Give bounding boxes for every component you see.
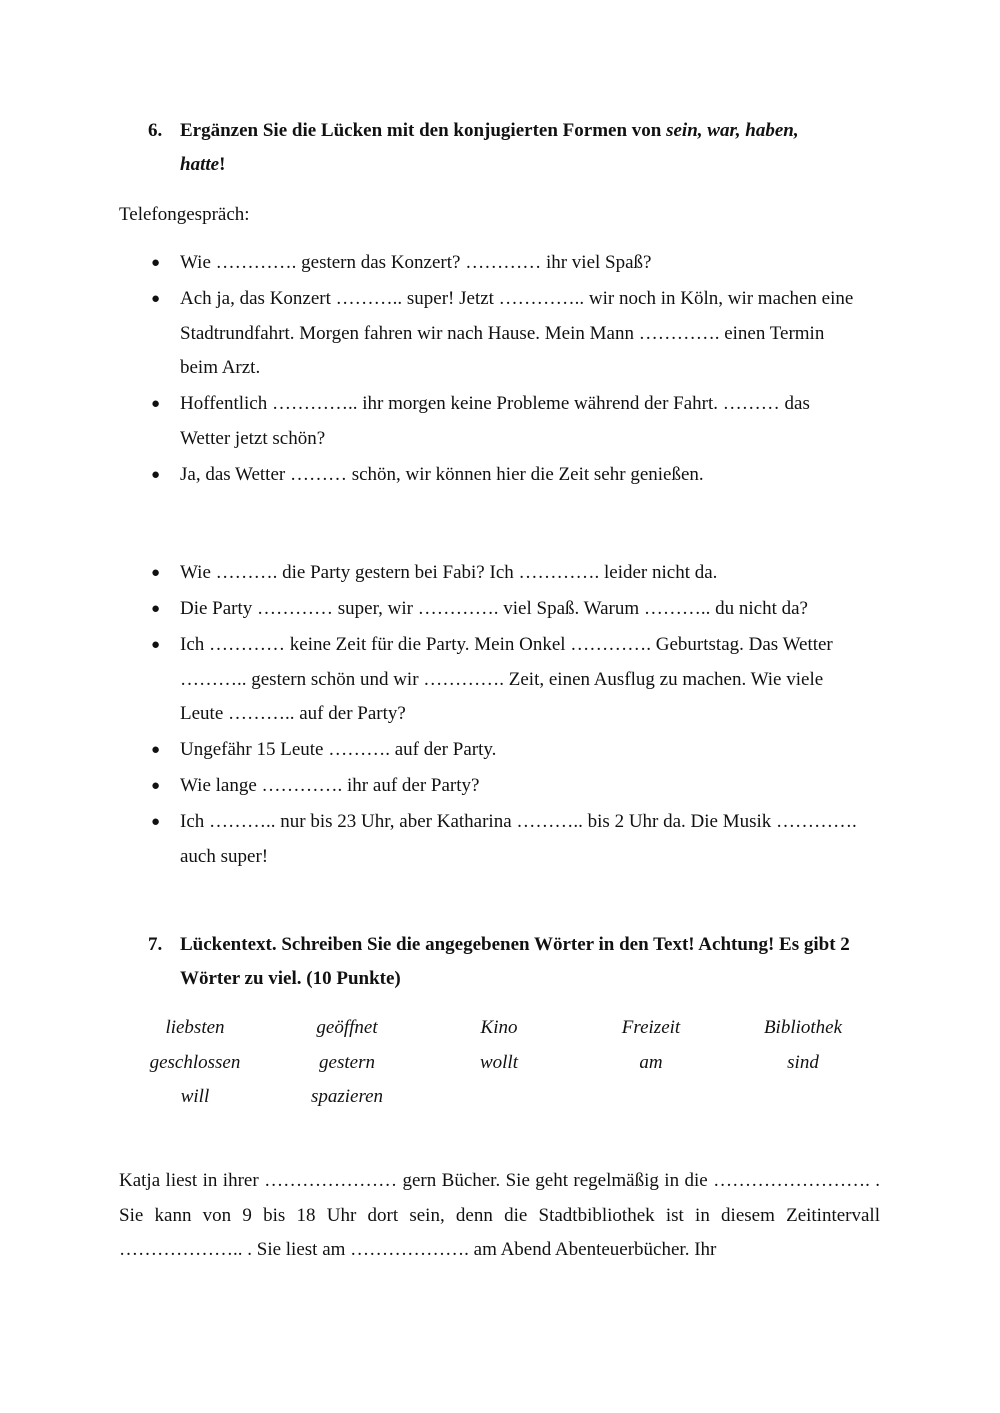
list-item: ● Ungefähr 15 Leute ………. auf der Party. [148, 733, 860, 768]
bullet-icon: ● [151, 742, 161, 758]
bullet-icon: ● [151, 466, 161, 483]
word-box [119, 1011, 879, 1115]
word-item: sind [787, 1051, 819, 1073]
task7-heading [148, 928, 888, 996]
list-item: ● Wie ………. die Party gestern bei Fabi? Ich …………. leider nicht da. [148, 556, 860, 591]
word-item: geschlossen [149, 1051, 241, 1073]
word-item: wollt [479, 1051, 518, 1073]
list-item: ● Wie …………. gestern das Konzert? ………… ihr viel Spaß? [148, 246, 860, 281]
word-item: Kino [480, 1017, 518, 1038]
list-item: ● Ich ………… keine Zeit für die Party. Mein Onkel …………. Geburtstag. Das Wetter ……….. gestern schön und wir …………. Zeit, einen Ausflug zu machen. Wie viele Leute ……….. auf der Party? [148, 628, 860, 732]
bullet-icon: ● [151, 814, 161, 830]
bullet-icon: ● [151, 565, 161, 581]
word-item: liebsten [165, 1017, 225, 1038]
word-item: am [639, 1051, 663, 1073]
list-item: ● Hoffentlich ………….. ihr morgen keine Probleme während der Fahrt. ……… das Wetter jetzt schön? [148, 387, 860, 456]
dialog-list-1 [148, 246, 860, 494]
word-item: will [180, 1086, 210, 1107]
bullet-icon: ● [151, 291, 161, 307]
list-item: ● Ach ja, das Konzert ……….. super! Jetzt ………….. wir noch in Köln, wir machen eine Stadtrundfahrt. Morgen fahren wir nach Hause. Mein Mann …………. einen Termin beim Arzt. [148, 282, 860, 386]
list-item: ● Ich ……….. nur bis 23 Uhr, aber Katharina ……….. bis 2 Uhr da. Die Musik …………. auch super! [148, 805, 860, 874]
task7-title: Lückentext. Schreiben Sie die angegebenen Wörter in den Text! Achtung! Es gibt 2 Wörter zu viel. (10 Punkte) [180, 934, 850, 989]
bullet-icon: ● [151, 778, 161, 794]
task6-heading [148, 114, 888, 182]
bullet-icon: ● [151, 255, 161, 271]
word-item: geöffnet [316, 1017, 378, 1038]
word-item: Bibliothek [763, 1017, 843, 1038]
gap-text-paragraph: Katja liest in ihrer ………………… gern Bücher. Sie geht regelmäßig in die ……………………. . Sie kann von 9 bis 18 Uhr dort sein, denn die Stadtbibliothek ist in diesem Zeitintervall ……………….. . Sie liest am ………………. am Abend Abenteuerbücher. Ihr [119, 1170, 880, 1260]
list-item: ● Wie lange …………. ihr auf der Party? [148, 769, 860, 804]
task6-subtitle: Telefongespräch: [119, 204, 250, 225]
bullet-icon: ● [151, 396, 161, 412]
list-item: ● Die Party ………… super, wir …………. viel Spaß. Warum ……….. du nicht da? [148, 592, 860, 627]
list-item: ● Ja, das Wetter ……… schön, wir können hier die Zeit sehr genießen. [148, 458, 860, 493]
bullet-icon: ● [151, 637, 161, 653]
word-item: gestern [319, 1051, 375, 1073]
dialog-list-2 [148, 556, 860, 876]
task7-number: 7. [148, 934, 163, 955]
word-item: Freizeit [621, 1017, 681, 1038]
bullet-icon: ● [151, 601, 161, 617]
task6-number: 6. [148, 120, 163, 141]
word-item: spazieren [310, 1086, 384, 1107]
task6-title: Ergänzen Sie die Lücken mit den konjugierten Formen von sein, war, haben, hatte! [180, 120, 799, 175]
